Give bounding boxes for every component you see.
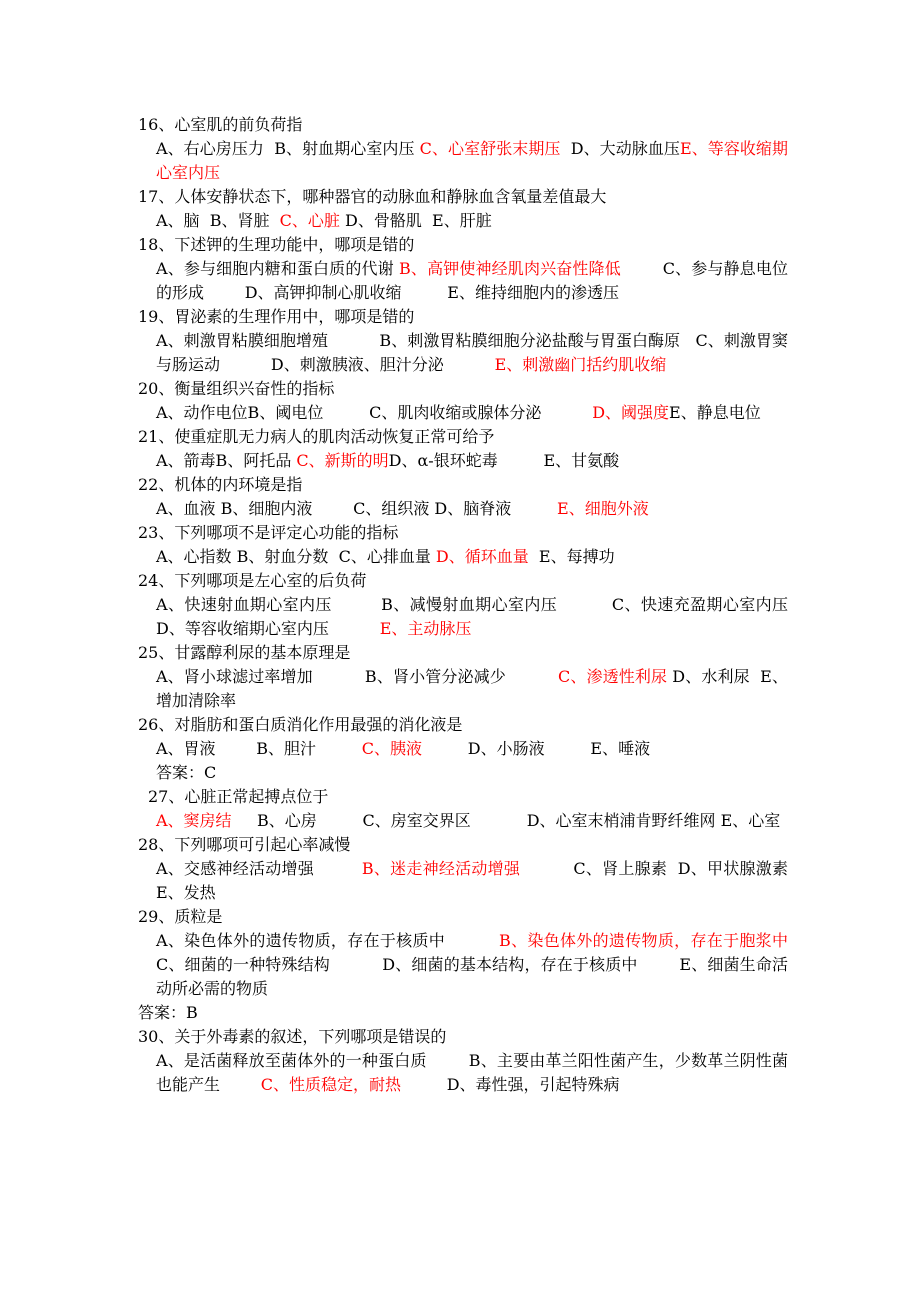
question-list (138, 113, 834, 1097)
answer-key: 答案：C (156, 763, 217, 782)
correct-answer: C、新斯的明 (296, 451, 389, 470)
question-stem: 29、质粒是 (138, 907, 223, 926)
option-text: B、心房 C、房室交界区 D、心室末梢浦肯野纤维网 E、心室 (231, 811, 781, 830)
option-text: A、血液 B、细胞内液 C、组织液 D、脑脊液 (156, 499, 558, 518)
question-stem: 27、心脏正常起搏点位于 (148, 787, 329, 806)
option-text: A、肾小球滤过率增加 B、肾小管分泌减少 (156, 667, 558, 686)
correct-answer: C、胰液 (361, 739, 423, 758)
option-text: A、刺激胃粘膜细胞增殖 B、刺激胃粘膜细胞分泌盐酸与胃蛋白酶原 C、刺激胃窦与肠运动 D、刺激胰液、胆汁分泌 (156, 331, 788, 374)
question-stem: 26、对脂肪和蛋白质消化作用最强的消化液是 (138, 715, 463, 734)
question-block (138, 185, 788, 233)
option-text: D、小肠液 E、唾液 (422, 739, 651, 758)
correct-answer: C、心室舒张末期压 (419, 139, 561, 158)
correct-answer: D、循环血量 (435, 547, 529, 566)
question-options (138, 929, 829, 1001)
question-stem: 28、下列哪项可引起心率减慢 (138, 835, 351, 854)
correct-answer: B、染色体外的遗传物质，存在于胞浆中 (499, 931, 788, 950)
question-options (138, 809, 788, 833)
question-stem: 22、机体的内环境是指 (138, 475, 303, 494)
option-text: E、静息电位 (669, 403, 761, 422)
correct-answer: C、渗透性利尿 (557, 667, 668, 686)
correct-answer: E、主动脉压 (379, 619, 472, 638)
question-stem: 17、人体安静状态下，哪种器官的动脉血和静脉血含氧量差值最大 (138, 187, 607, 206)
option-text: E、每搏功 (528, 547, 615, 566)
question-stem: 21、使重症肌无力病人的肌肉活动恢复正常可给予 (138, 427, 495, 446)
question-stem: 30、关于外毒素的叙述，下列哪项是错误的 (138, 1027, 447, 1046)
option-text: A、参与细胞内糖和蛋白质的代谢 (156, 259, 400, 278)
question-stem: 19、胃泌素的生理作用中，哪项是错的 (138, 307, 415, 326)
question-stem: 24、下列哪项是左心室的后负荷 (138, 571, 367, 590)
correct-answer: C、性质稳定，耐热 (260, 1075, 401, 1094)
option-text: A、心指数 B、射血分数 C、心排血量 (156, 547, 436, 566)
question-stem: 16、心室肌的前负荷指 (138, 115, 303, 134)
option-text: A、交感神经活动增强 (156, 859, 362, 878)
question-stem: 23、下列哪项不是评定心功能的指标 (138, 523, 399, 542)
question-block (138, 641, 788, 713)
option-text: D、骨骼肌 E、肝脏 (339, 211, 492, 230)
option-text: A、是活菌释放至菌体外的一种蛋白质 B、主要由革兰阳性菌产生，少数革兰阴性菌也能产生 (156, 1051, 788, 1094)
answer-key: 答案：B (138, 1003, 198, 1022)
question-options (138, 449, 788, 473)
question-options (138, 401, 788, 425)
question-options (138, 737, 788, 761)
option-text: A、右心房压力 B、射血期心室内压 (156, 139, 420, 158)
option-text: A、染色体外的遗传物质，存在于核质中 (156, 931, 500, 950)
question-block (138, 305, 788, 377)
correct-answer: A、窦房结 (156, 811, 232, 830)
option-text: A、快速射血期心室内压 B、减慢射血期心室内压 C、快速充盈期心室内压 D、等容收缩期心室内压 (156, 595, 824, 638)
correct-answer: C、心脏 (279, 211, 340, 230)
question-options (138, 1049, 788, 1097)
option-text: D、毒性强，引起特殊病 (400, 1075, 620, 1094)
question-block (138, 233, 788, 305)
question-stem: 25、甘露醇利尿的基本原理是 (138, 643, 351, 662)
option-text: A、箭毒B、阿托品 (156, 451, 297, 470)
question-options (138, 497, 788, 521)
option-text: A、脑 B、肾脏 (156, 211, 280, 230)
question-stem: 18、下述钾的生理功能中，哪项是错的 (138, 235, 415, 254)
option-text: C、肾上腺素 D、甲状腺激素 E、发热 (156, 859, 834, 902)
question-options (138, 665, 788, 713)
question-block (138, 473, 788, 521)
question-stem: 20、衡量组织兴奋性的指标 (138, 379, 335, 398)
question-block (138, 569, 824, 641)
question-options (138, 545, 788, 569)
correct-answer: E、刺激幽门括约肌收缩 (494, 355, 667, 374)
correct-answer: E、等容收缩期心室内压 (156, 139, 788, 182)
question-block (138, 521, 788, 569)
question-options (138, 329, 788, 377)
option-text: D、α-银环蛇毒 E、甘氨酸 (388, 451, 620, 470)
correct-answer: D、阈强度 (592, 403, 670, 422)
option-text: D、水利尿 E、增加清除率 (156, 667, 788, 710)
question-block (138, 1025, 788, 1097)
option-text: C、细菌的一种特殊结构 D、细菌的基本结构，存在于核质中 E、细菌生命活动所必需的物质 (156, 931, 829, 998)
option-text: A、动作电位B、阈电位 C、肌肉收缩或腺体分泌 (156, 403, 593, 422)
question-options (138, 857, 834, 905)
question-options (138, 257, 788, 305)
question-block (138, 113, 788, 185)
question-block (138, 377, 788, 425)
correct-answer: B、高钾使神经肌肉兴奋性降低 (399, 259, 621, 278)
option-text: D、大动脉血压 (560, 139, 680, 158)
question-options (138, 209, 788, 233)
question-block (138, 425, 788, 473)
question-block (138, 833, 834, 905)
option-text: A、胃液 B、胆汁 (156, 739, 362, 758)
option-text: C、参与静息电位的形成 D、高钾抑制心肌收缩 E、维持细胞内的渗透压 (156, 259, 788, 302)
correct-answer: B、迷走神经活动增强 (361, 859, 521, 878)
question-block (138, 785, 788, 833)
question-options (138, 137, 788, 185)
question-block (138, 713, 788, 785)
correct-answer: E、细胞外液 (557, 499, 649, 518)
question-block (138, 905, 829, 1025)
question-options (138, 593, 824, 641)
